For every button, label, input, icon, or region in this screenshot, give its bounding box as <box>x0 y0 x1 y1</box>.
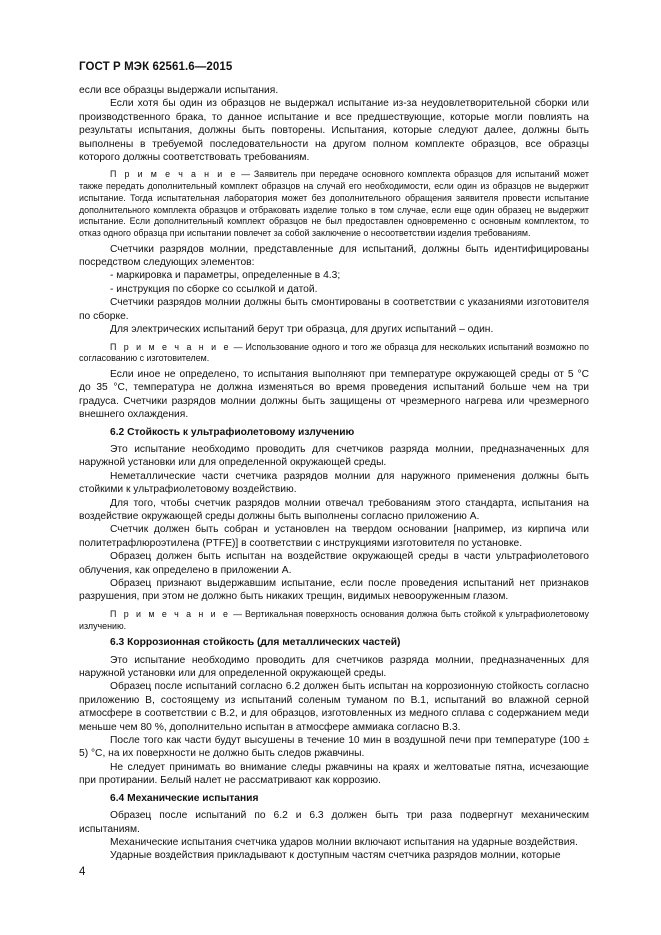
note <box>79 342 589 365</box>
note-text: — Заявитель при передаче основного комплекта образцов для испытаний может также передать дополнительный комплект образцов на случай его необходимости, если один из образцов не выдержит испытание. Тогда испытательная лаборатория может без дополнительного обращения заявителя провести испытание дополнительного комплекта образцов и отбраковать изделие только в том случае, если еще один образец не выдержит испытание. Если дополнительный комплект образцов не был предоставлен одновременно с основным комплектом, то отказ одного образца при испытании повлечет за собой заключение о несоответствии изделия требованиям. <box>79 169 589 238</box>
note <box>79 609 589 632</box>
paragraph: После того как части будут высушены в течение 10 мин в воздушной печи при температуре (100 ± 5) °С, на их поверхности не должно быть следов ржавчины. <box>79 735 589 760</box>
paragraph: Это испытание необходимо проводить для счетчиков разряда молнии, предназначенных для наружной установки или для определенной окружающей среды. <box>79 443 589 469</box>
paragraph: Образец после испытаний по 6.2 и 6.3 должен быть три раза подвергнут механическим испытаниям. <box>79 810 589 835</box>
paragraph: Ударные воздействия прикладывают к доступным частям счетчика разрядов молнии, которые <box>110 850 561 862</box>
note-label: П р и м е ч а н и е <box>110 608 231 619</box>
section-heading: 6.3 Коррозионная стойкость (для металлических частей) <box>110 637 401 649</box>
document-body <box>79 84 589 863</box>
note-label: П р и м е ч а н и е <box>110 341 231 352</box>
note <box>79 169 589 239</box>
note-text: — Вертикальная поверхность основания должна быть стойкой к ультрафиолетовому излучению. <box>79 608 589 631</box>
page-number: 4 <box>79 866 86 878</box>
section-heading: 6.4 Механические испытания <box>110 792 259 804</box>
list-item: - маркировка и параметры, определенные в 4.3; <box>110 270 341 282</box>
list-item: - инструкция по сборке со ссылкой и датой. <box>110 283 318 295</box>
paragraph: Неметаллические части счетчика разрядов молнии для наружного применения должны быть стойкими к ультрафиолетовому воздействию. <box>79 470 589 496</box>
paragraph: Для того, чтобы счетчик разрядов молнии отвечал требованиям этого стандарта, испытания на воздействие окружающей среды должны быть выполнены согласно приложению А. <box>79 497 589 522</box>
section-heading: 6.2 Стойкость к ультрафиолетовому излучению <box>110 426 355 438</box>
paragraph: Счетчик должен быть собран и установлен на твердом основании [например, из кирпича или политетрафлюроэтилена (PTFE)] в соответствии с инструкциями изготовителя по установке. <box>79 524 589 549</box>
note-text: — Использование одного и того же образца для нескольких испытаний возможно по согласованию с изготовителем. <box>79 341 589 364</box>
paragraph: если все образцы выдержали испытания. <box>79 85 279 96</box>
paragraph: Образец признают выдержавшим испытание, если после проведения испытаний нет признаков разрушения, при этом не должно быть никаких трещин, видимых невооруженным глазом. <box>79 578 589 603</box>
paragraph: Механические испытания счетчика ударов молнии включают испытания на ударные воздействия. <box>110 836 578 848</box>
paragraph: Для электрических испытаний берут три образца, для других испытаний – один. <box>110 324 494 336</box>
paragraph: Счетчики разрядов молнии, представленные для испытаний, должны быть идентифицированы посредством следующих элементов: <box>79 243 589 269</box>
paragraph: Это испытание необходимо проводить для счетчиков разряда молнии, предназначенных для наружной установки или для определенной окружающей среды. <box>79 654 589 680</box>
note-label: П р и м е ч а н и е <box>110 169 238 180</box>
paragraph: Если хотя бы один из образцов не выдержал испытание из-за неудовлетворительной сборки или производственного брака, то данное испытание и все предшествующие, которые могли повлиять на результаты испытания, должны быть повторены. Испытания, которые следуют далее, должны быть выполнены в требуемой последовательности на другом полном комплекте образцов, все образцы которого должны соответствовать требованиям. <box>79 98 589 164</box>
paragraph: Образец после испытаний согласно 6.2 должен быть испытан на коррозионную стойкость согласно приложению В, состоящему из испытаний соленым туманом по В.1, испытаний во влажной серной атмосфере в соответствии с В.2, и для образцов, изготовленных из медного сплава с содержанием меди меньше чем 80 %, дополнительно испытан в атмосфере аммиака согласно В.3. <box>79 681 589 733</box>
paragraph: Счетчики разрядов молнии должны быть смонтированы в соответствии с указаниями изготовителя по сборке. <box>79 297 589 322</box>
paragraph: Образец должен быть испытан на воздействие окружающей среды в части ультрафиолетового облучения, как определено в приложении А. <box>79 551 589 576</box>
paragraph: Если иное не определено, то испытания выполняют при температуре окружающей среды от 5 °С до 35 °С, температура не должна изменяться во время проведения испытаний больше чем на три градуса. Счетчики разрядов молнии должны быть защищены от чрезмерного нагрева или чрезмерного внешнего охлаждения. <box>79 368 589 421</box>
paragraph: Не следует принимать во внимание следы ржавчины на краях и желтоватые пятна, исчезающие при протирании. Белый налет не рассматривают как коррозию. <box>79 761 589 787</box>
document-header: ГОСТ Р МЭК 62561.6—2015 <box>79 61 233 73</box>
